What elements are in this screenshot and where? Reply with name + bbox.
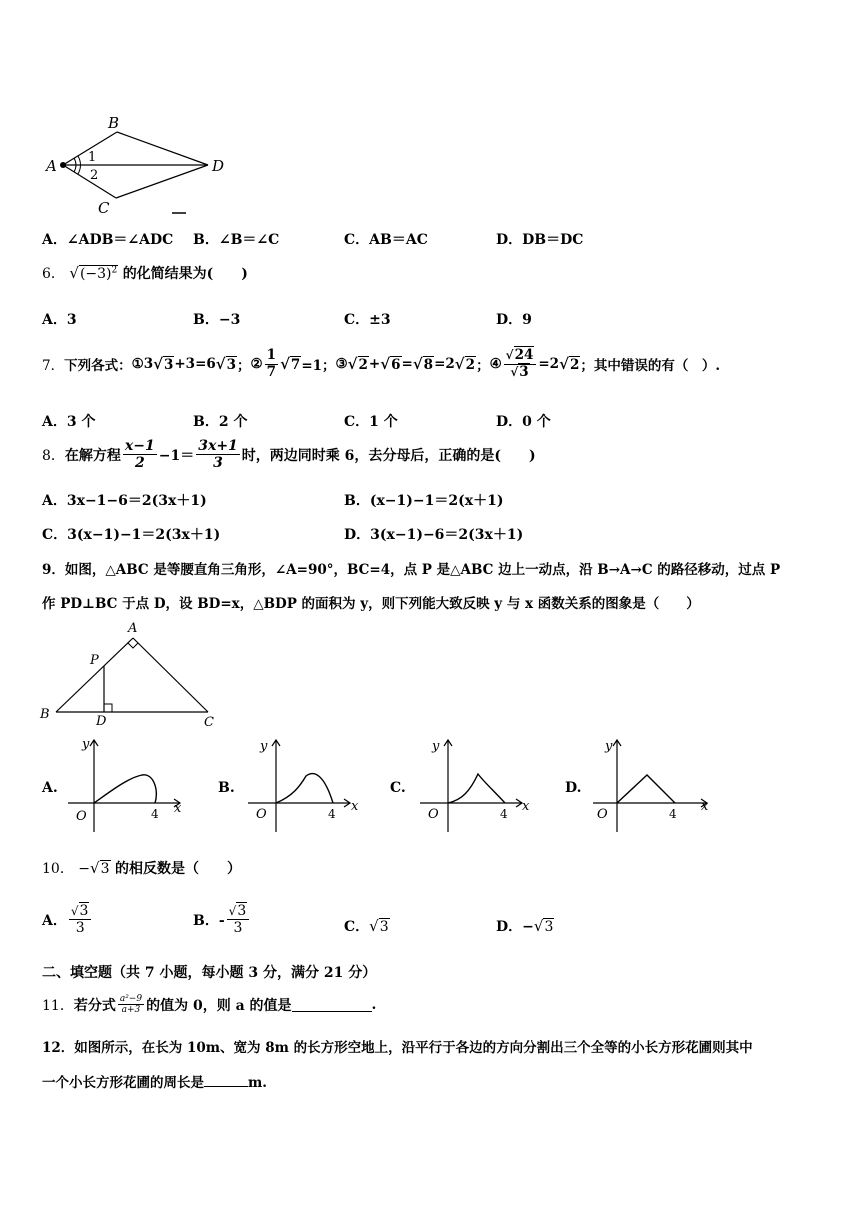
q10-number: 10． [42,861,74,877]
q9-label-C: C [204,715,214,726]
q5-option-a[interactable]: A．∠ADB＝∠ADC [42,232,174,248]
svg-text:y: y [605,739,613,754]
q9-graph-b[interactable] [238,736,368,836]
q7-option-b[interactable]: B．2 个 [193,414,248,430]
q9-graph-d[interactable] [585,736,715,836]
q10-stem: 10． −√3 的相反数是（ ） [42,859,241,877]
q5-label-A: A [46,157,57,175]
q10-option-a[interactable]: A． $\frac{√3}{3}$ [42,903,93,936]
svg-text:O: O [76,809,87,824]
q6-text: 的化简结果为( ) [122,266,248,282]
q10-option-c[interactable]: C．√3 [344,917,389,935]
q8-option-a[interactable]: A．3x−1−6＝2(3x＋1) [42,493,207,509]
q7-stem: 7． 下列各式： ①3 √3 +3=6 √3 ； ② $\frac{1}{7}$ √7 =1； ③ √2 + √6 = √8 =2 √2 ； ④ $\frac{√24}{√3}$ =2 √2 ；其中错误的有（ ）. [42,347,721,380]
q7-lead: 下列各式： [64,358,132,375]
q8-option-b[interactable]: B．(x−1)−1＝2(x＋1) [344,493,504,509]
svg-text:y: y [82,737,90,752]
q11-answer-blank[interactable] [292,997,372,1012]
q7-option-a[interactable]: A．3 个 [42,414,96,430]
q7-option-c[interactable]: C．1 个 [344,414,398,430]
svg-text:4: 4 [328,807,336,821]
q9-label-B: B [40,707,50,722]
svg-text:O: O [597,807,608,822]
q9-label-P: P [90,653,99,668]
q9-graph-a[interactable] [62,736,192,836]
q6-option-a[interactable]: A．3 [42,312,77,328]
q8-option-d[interactable]: D．3(x−1)−6＝2(3x＋1) [344,527,524,543]
svg-text:4: 4 [151,807,159,821]
q9-line1: 9．如图，△ABC 是等腰直角三角形，∠A=90°，BC=4，点 P 是△ABC 边上一动点，沿 B→A→C 的路径移动，过点 P [42,562,781,578]
q5-figure [40,112,240,216]
svg-text:y: y [260,739,268,754]
q9-label-A: A [128,621,138,636]
q8-tail: 时，两边同时乘 6，去分母后，正确的是( ) [241,447,536,464]
q5-angle-2: 2 [90,168,99,183]
q7-option-d[interactable]: D．0 个 [496,414,551,430]
q12-line1: 12．如图所示，在长为 10m、宽为 8m 的长方形空地上，沿平行于各边的方向分割出三个全等的小长方形花圃则其中 [42,1040,753,1056]
svg-text:x: x [351,799,359,814]
q8-stem: 8． 在解方程 $\frac{x-1}{2}$ −1＝ $\frac{3x+1}{3}$ 时，两边同时乘 6，去分母后，正确的是( ) [42,438,536,472]
q9-label-D: D [96,714,107,726]
q6-option-d[interactable]: D．9 [496,312,532,328]
q9-option-d[interactable]: D. [565,780,582,796]
q6-number: 6． [42,266,65,282]
svg-text:O: O [256,807,267,822]
svg-text:x: x [174,801,182,816]
q5-option-b[interactable]: B．∠B＝∠C [193,232,280,248]
q10-option-d[interactable]: D．−√3 [496,917,554,935]
svg-text:x: x [522,799,530,814]
svg-text:4: 4 [500,807,508,821]
svg-text:y: y [432,739,440,754]
q9-line2: 作 PD⊥BC 于点 D，设 BD=x，△BDP 的面积为 y，则下列能大致反映 y 与 x 函数关系的图象是（ ） [42,596,700,612]
q9-option-b[interactable]: B. [218,780,235,796]
q5-angle-1: 1 [88,150,97,165]
q8-option-c[interactable]: C．3(x−1)−1＝2(3x＋1) [42,527,221,543]
q6-stem [42,263,248,283]
q12-answer-blank[interactable] [204,1072,248,1087]
q12-line2: 一个小长方形花圃的周长是 m. [42,1071,267,1091]
q5-label-B: B [108,114,120,132]
q7-number: 7． [42,358,65,375]
q5-label-C: C [98,199,110,216]
q6-option-b[interactable]: B．−3 [193,312,241,328]
section-heading: 二、填空题（共 7 小题，每小题 3 分，满分 21 分） [42,965,377,981]
q9-graph-c[interactable] [410,736,540,836]
svg-text:x: x [701,799,709,814]
q7-tail: ；其中错误的有（ ）. [580,358,721,375]
q5-option-d[interactable]: D．DB＝DC [496,232,584,248]
q11-stem: 11． 若分式 $\frac{\text{a²−9}}{a+3}$ 的值为 0，则 a 的值是 . [42,994,377,1016]
q9-option-c[interactable]: C. [390,780,406,796]
q9-option-a[interactable]: A. [42,780,58,796]
q9-triangle-figure [36,618,226,726]
q8-number: 8． [42,447,65,464]
q10-option-b[interactable]: B．- $\frac{√3}{3}$ [193,903,251,936]
q5-label-D: D [212,157,225,175]
q6-sqrt: $√(-3)^2$ [69,264,118,282]
svg-text:O: O [428,807,439,822]
svg-text:4: 4 [669,807,677,821]
q5-option-c[interactable]: C．AB＝AC [344,232,428,248]
q6-option-c[interactable]: C．±3 [344,312,391,328]
